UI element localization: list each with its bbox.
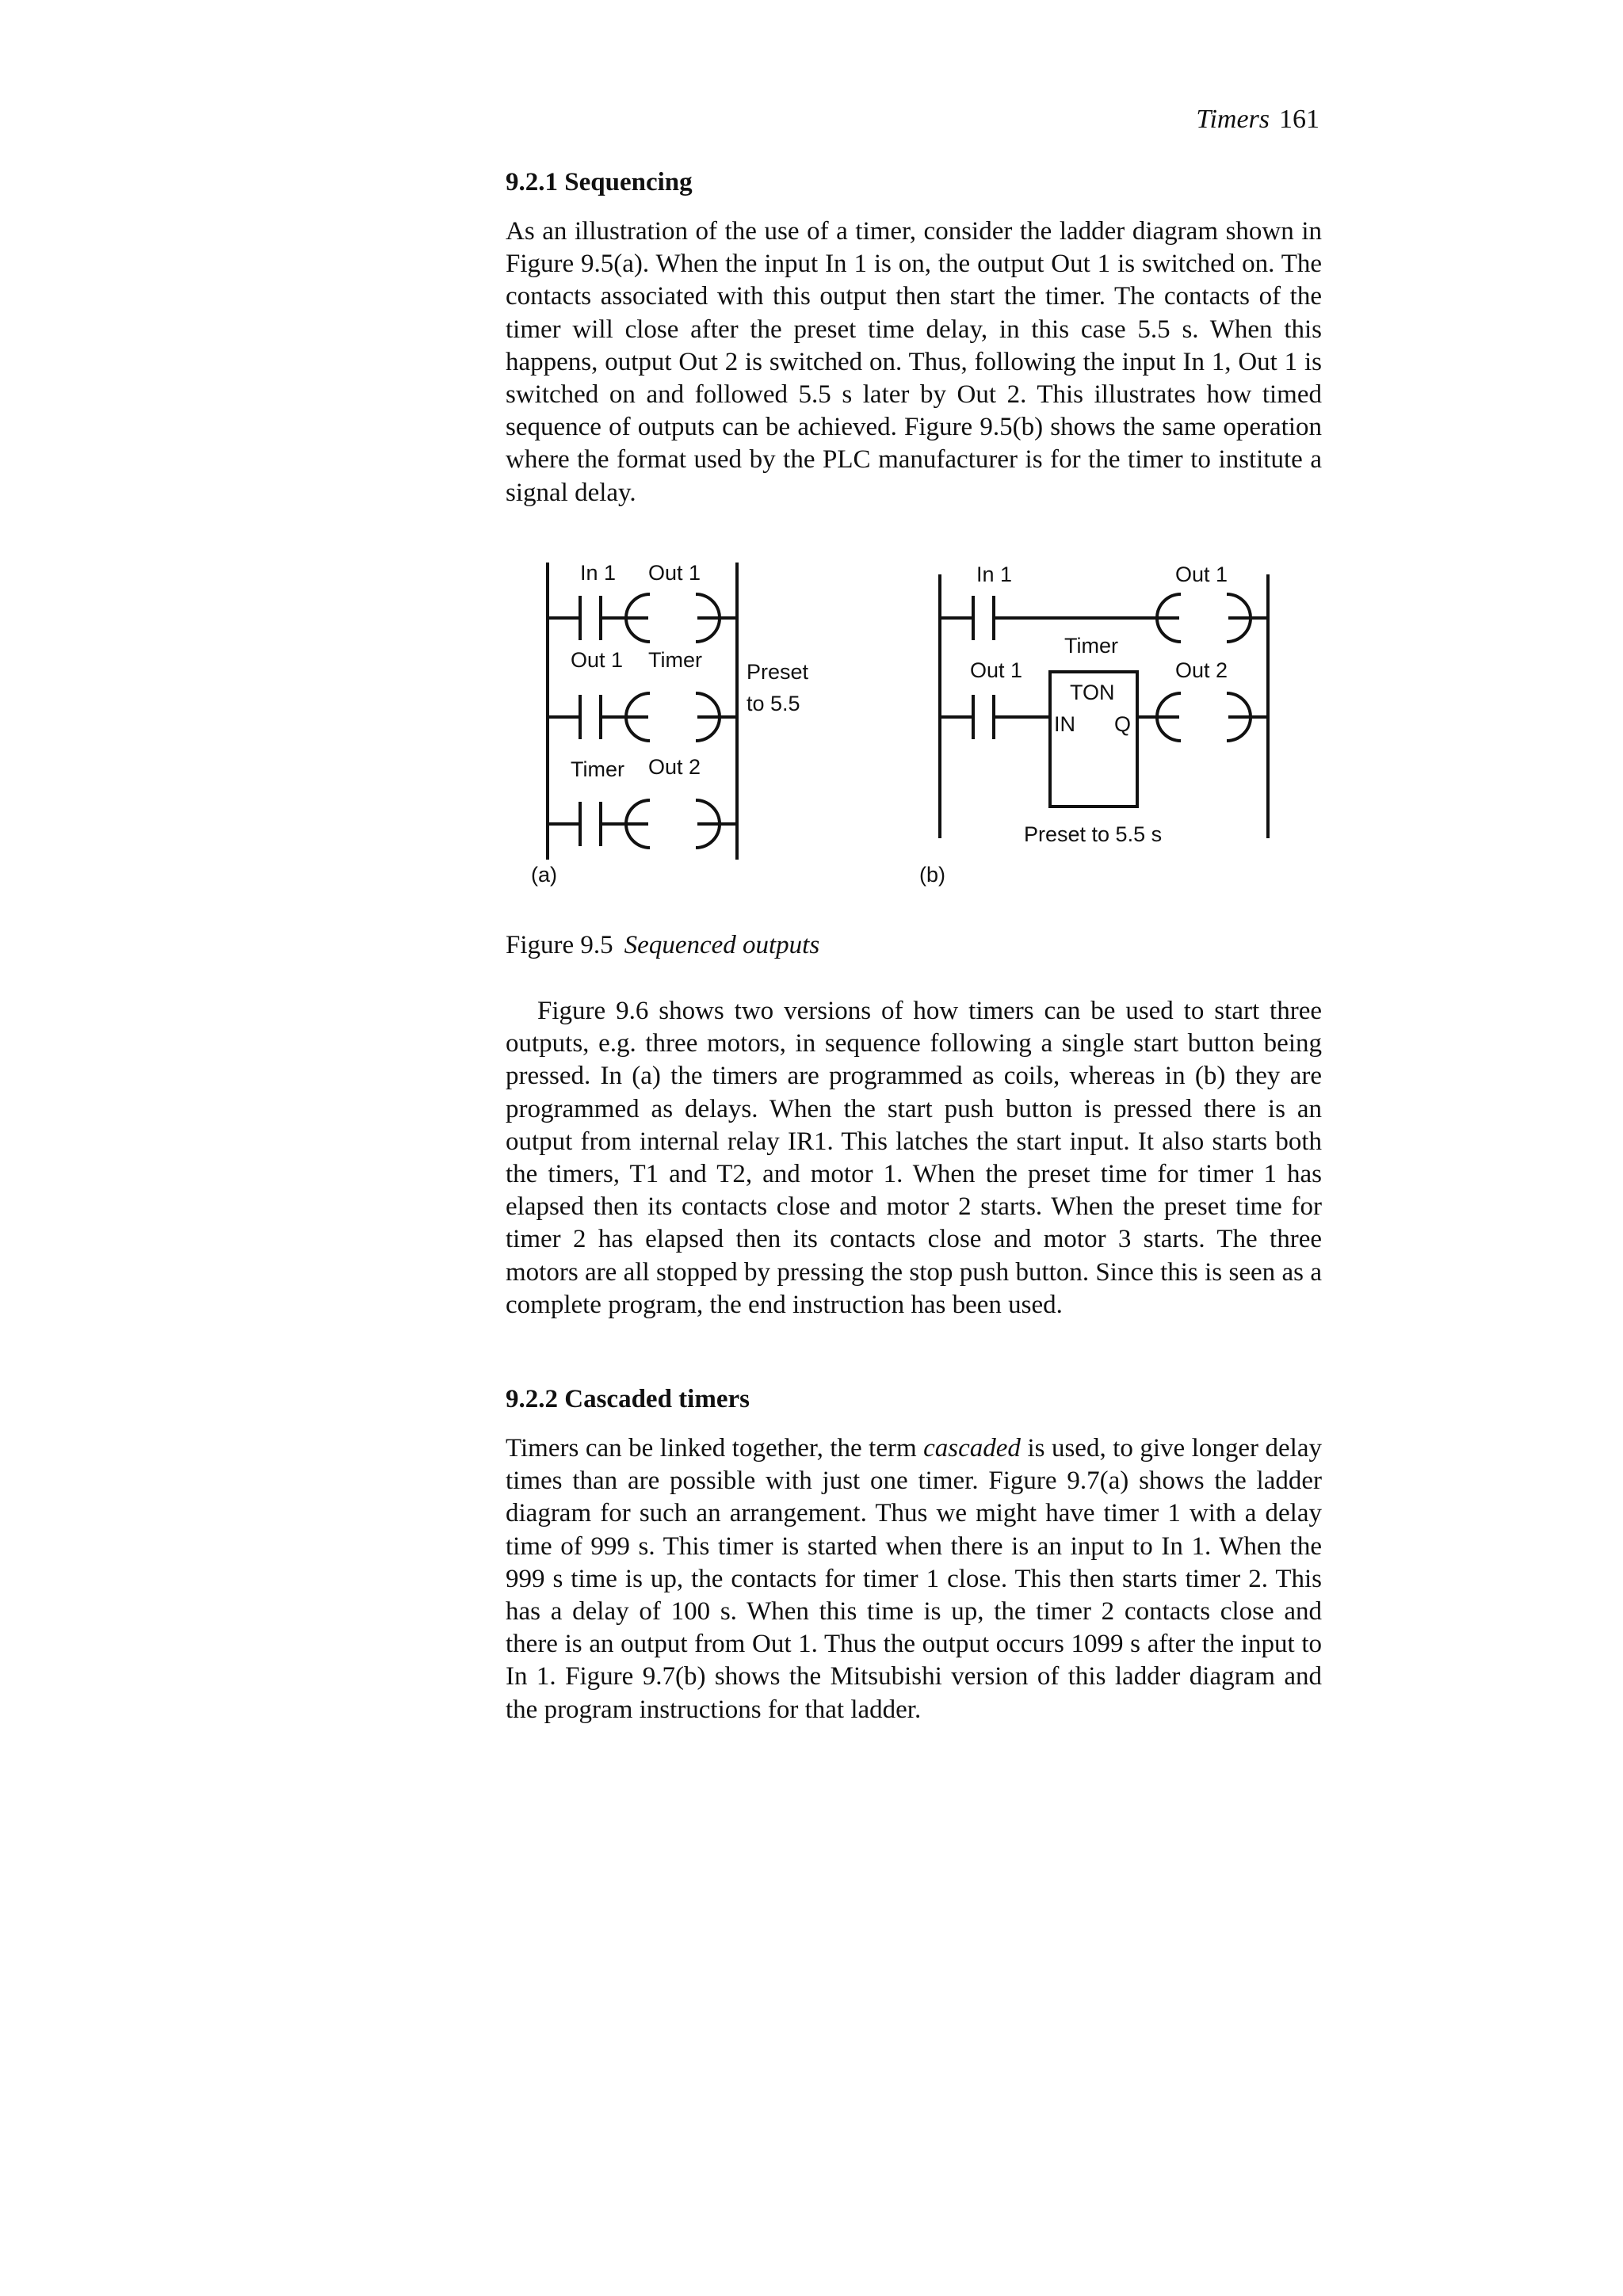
b-timer-in: IN	[1054, 712, 1075, 736]
b-r2-contact-label: Out 1	[970, 658, 1023, 682]
ladder-diagrams	[507, 547, 1331, 911]
b-panel-label: (b)	[919, 863, 945, 887]
a-preset-line1: Preset	[747, 660, 809, 684]
cascaded-text-before: Timers can be linked together, the term	[506, 1434, 924, 1463]
timers-sequence-paragraph: Figure 9.6 shows two versions of how timers can be used to start three outputs, e.g. three motors, in sequence following a single start button being pressed. In (a) the timers are programmed as coils, whereas in (b) they are programmed as delays. When the start push button is pressed there is an output from internal relay IR1. This latches the start input. It also starts both the timers, T1 and T2, and motor 1. When the preset time for timer 1 has elapsed then its contacts close and motor 2 starts. When the preset time for timer 2 has elapsed then its contacts close and motor 3 starts. The three motors are all stopped by pressing the stop push button. Since this is seen as a complete program, the end instruction has been used.	[506, 997, 1322, 1319]
figure-caption	[506, 931, 819, 960]
sequencing-paragraph: As an illustration of the use of a timer, consider the ladder diagram shown in Figure 9.5(a). When the input In 1 is on, the output Out 1 is switched on. The contacts associated with this output then start the timer. The contacts of the timer will close after the preset time delay, in this case 5.5 s. When this happens, output Out 2 is switched on. Thus, following the input In 1, Out 1 is switched on and followed 5.5 s later by Out 2. This illustrates how timed sequence of outputs can be achieved. Figure 9.5(b) shows the same operation where the format used by the PLC manufacturer is for the timer to institute a signal delay.	[506, 217, 1322, 507]
b-r1-contact-label: In 1	[976, 563, 1013, 586]
cascaded-emphasis: cascaded	[923, 1434, 1021, 1463]
b-timer-q: Q	[1114, 712, 1132, 736]
a-preset-line2: to 5.5	[747, 692, 800, 715]
page-number: 161	[1279, 105, 1319, 134]
running-head-title: Timers	[1196, 105, 1270, 134]
figure-9-5	[507, 547, 1331, 911]
a-r3-coil-label: Out 2	[648, 755, 701, 779]
a-r2-contact-label: Out 1	[571, 648, 624, 672]
b-r2-coil-label: Out 2	[1175, 658, 1228, 682]
figure-caption-title: Sequenced outputs	[624, 931, 820, 959]
b-timer-label: Timer	[1064, 634, 1118, 658]
a-r2-coil-label: Timer	[648, 648, 702, 672]
b-timer-type: TON	[1070, 681, 1115, 704]
cascaded-text-after: is used, to give longer delay times than are possible with just one timer. Figure 9.7(a) shows the ladder diagram for such an arrangement. Thus we might have timer 1 with a delay time of 999 s. This timer is started when there is an input to In 1. When the 999 s time is up, the contacts for timer 1 close. This then starts timer 2. This has a delay of 100 s. When this time is up, the timer 2 contacts close and there is an output from Out 1. Thus the output occurs 1099 s after the input to In 1. Figure 9.7(b) shows the Mitsubishi version of this ladder diagram and the program instructions for that ladder.	[506, 1434, 1322, 1724]
a-panel-label: (a)	[531, 863, 557, 887]
running-head	[1196, 105, 1319, 135]
figure-caption-number: Figure 9.5	[506, 931, 613, 959]
a-r1-contact-label: In 1	[580, 561, 617, 585]
cascaded-timers-paragraph	[506, 1432, 1322, 1726]
a-r3-contact-label: Timer	[571, 757, 624, 781]
section-heading-sequencing: 9.2.1 Sequencing	[506, 168, 693, 196]
section-heading-cascaded-timers: 9.2.2 Cascaded timers	[506, 1385, 750, 1413]
b-preset-label: Preset to 5.5 s	[1024, 822, 1163, 846]
b-r1-coil-label: Out 1	[1175, 563, 1228, 586]
a-r1-coil-label: Out 1	[648, 561, 701, 585]
